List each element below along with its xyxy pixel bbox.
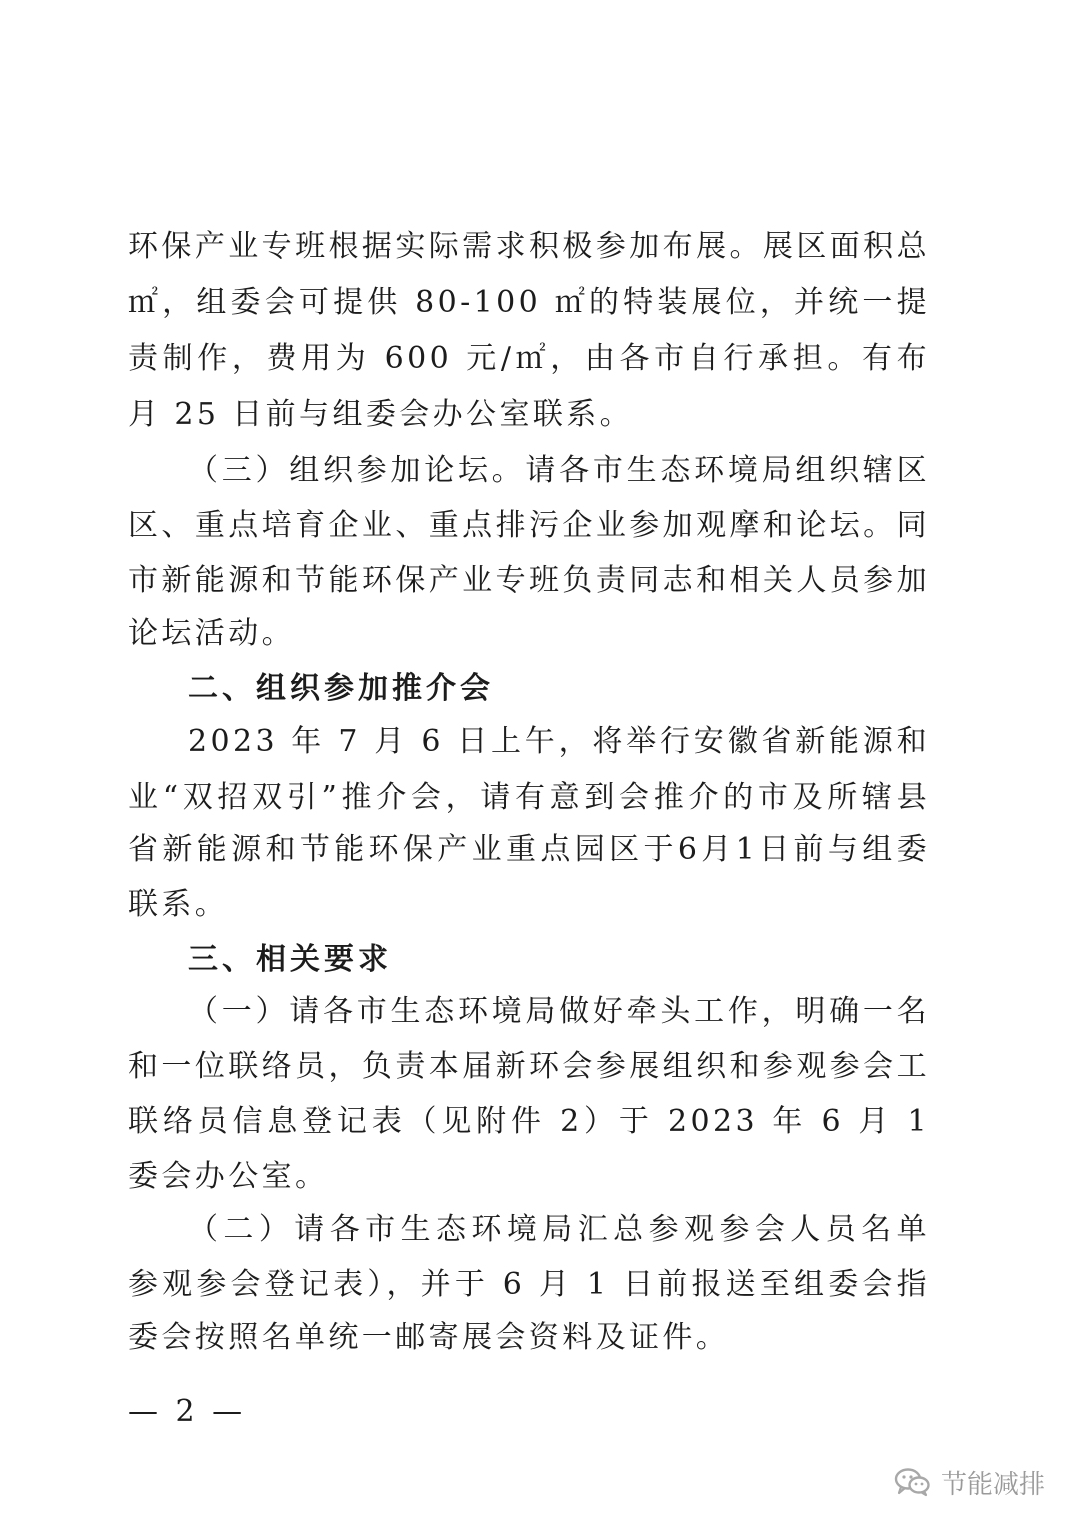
paragraph-line: 论坛活动。 <box>128 616 295 651</box>
paragraph-line: 2023 年 7 月 6 日上午，将举行安徽省新能源和 <box>188 724 930 759</box>
paragraph-line: 环保产业专班根据实际需求积极参加布展。展区面积总 <box>128 229 930 264</box>
paragraph-line: 市新能源和节能环保产业专班负责同志和相关人员参加 <box>128 563 930 598</box>
page-number: — 2 — <box>128 1394 247 1429</box>
paragraph-line: （二）请各市生态环境局汇总参观参会人员名单 <box>188 1212 930 1247</box>
paragraph-line: ㎡，组委会可提供 80-100 ㎡的特装展位，并统一提 <box>128 285 930 320</box>
paragraph-line: 委会按照名单统一邮寄展会资料及证件。 <box>128 1320 730 1355</box>
paragraph-line: （三）组织参加论坛。请各市生态环境局组织辖区 <box>188 453 930 488</box>
paragraph-line: 月 25 日前与组委会办公室联系。 <box>128 397 634 432</box>
watermark-text: 节能减排 <box>941 1469 1046 1500</box>
paragraph-line: 联络员信息登记表（见附件 2）于 2023 年 6 月 1 <box>128 1104 930 1139</box>
paragraph-line: 区、重点培育企业、重点排污企业参加观摩和论坛。同 <box>128 508 930 543</box>
paragraph-line: 委会办公室。 <box>128 1159 329 1194</box>
paragraph-line: 和一位联络员，负责本届新环会参展组织和参观参会工 <box>128 1049 930 1084</box>
wechat-icon <box>893 1467 931 1497</box>
paragraph-line: 联系。 <box>128 887 229 922</box>
section-heading: 三、相关要求 <box>188 942 392 977</box>
paragraph-line: 省新能源和节能环保产业重点园区于6月1日前与组委 <box>128 832 930 867</box>
section-heading: 二、组织参加推介会 <box>188 671 494 706</box>
paragraph-line: 参观参会登记表），并于 6 月 1 日前报送至组委会指 <box>128 1267 930 1302</box>
wechat-watermark <box>893 1462 1045 1502</box>
paragraph-line: 责制作，费用为 600 元/㎡，由各市自行承担。有布 <box>128 341 930 376</box>
paragraph-line: 业“双招双引”推介会，请有意到会推介的市及所辖县 <box>128 780 930 815</box>
paragraph-line: （一）请各市生态环境局做好牵头工作，明确一名 <box>188 994 930 1029</box>
